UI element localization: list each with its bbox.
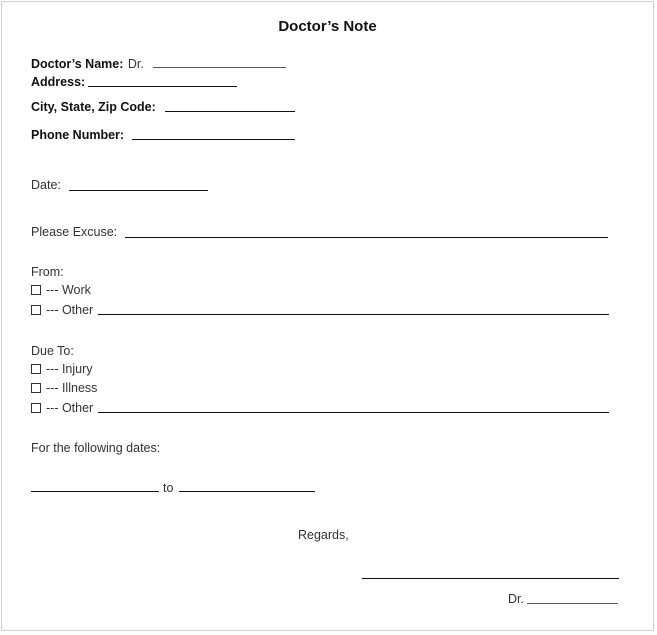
signature-name-field[interactable] xyxy=(527,603,618,604)
city-state-zip-label: City, State, Zip Code: xyxy=(31,100,156,114)
due-option-other[interactable] xyxy=(31,401,93,415)
checkbox[interactable] xyxy=(31,364,41,374)
doctor-name-label: Doctor’s Name: xyxy=(31,57,124,71)
from-option-other[interactable] xyxy=(31,303,93,317)
from-label: From: xyxy=(31,265,64,279)
option-label: --- Injury xyxy=(46,362,93,376)
due-option-injury[interactable] xyxy=(31,362,93,376)
phone-number-label: Phone Number: xyxy=(31,128,125,142)
following-dates-label: For the following dates: xyxy=(31,441,161,455)
due-other-field[interactable] xyxy=(98,412,609,413)
checkbox[interactable] xyxy=(31,285,41,295)
doctor-name-prefix: Dr. xyxy=(127,57,144,71)
date-field[interactable] xyxy=(69,190,208,191)
end-date-field[interactable] xyxy=(179,491,315,492)
checkbox[interactable] xyxy=(31,383,41,393)
regards-text: Regards, xyxy=(298,528,349,542)
doctor-name-row xyxy=(31,55,144,73)
address-field[interactable] xyxy=(88,86,237,87)
city-state-zip-field[interactable] xyxy=(165,111,295,112)
due-option-illness[interactable] xyxy=(31,381,97,395)
please-excuse-label: Please Excuse: xyxy=(31,225,118,239)
from-option-work[interactable] xyxy=(31,283,91,297)
to-label: to xyxy=(163,481,174,495)
start-date-field[interactable] xyxy=(31,491,159,492)
document-title: Doctor’s Note xyxy=(278,18,377,35)
due-to-label: Due To: xyxy=(31,344,74,358)
from-other-field[interactable] xyxy=(98,314,609,315)
doctors-note-form xyxy=(1,1,654,631)
date-label: Date: xyxy=(31,178,61,192)
signature-line[interactable] xyxy=(362,578,619,579)
option-label: --- Illness xyxy=(46,381,98,395)
signature-dr-label: Dr. xyxy=(508,592,524,606)
phone-number-field[interactable] xyxy=(132,139,295,140)
option-label: --- Other xyxy=(46,401,94,415)
doctor-name-field[interactable] xyxy=(153,67,286,68)
please-excuse-field[interactable] xyxy=(125,237,608,238)
address-label: Address: xyxy=(31,75,86,89)
checkbox[interactable] xyxy=(31,403,41,413)
checkbox[interactable] xyxy=(31,305,41,315)
option-label: --- Other xyxy=(46,303,94,317)
option-label: --- Work xyxy=(46,283,91,297)
